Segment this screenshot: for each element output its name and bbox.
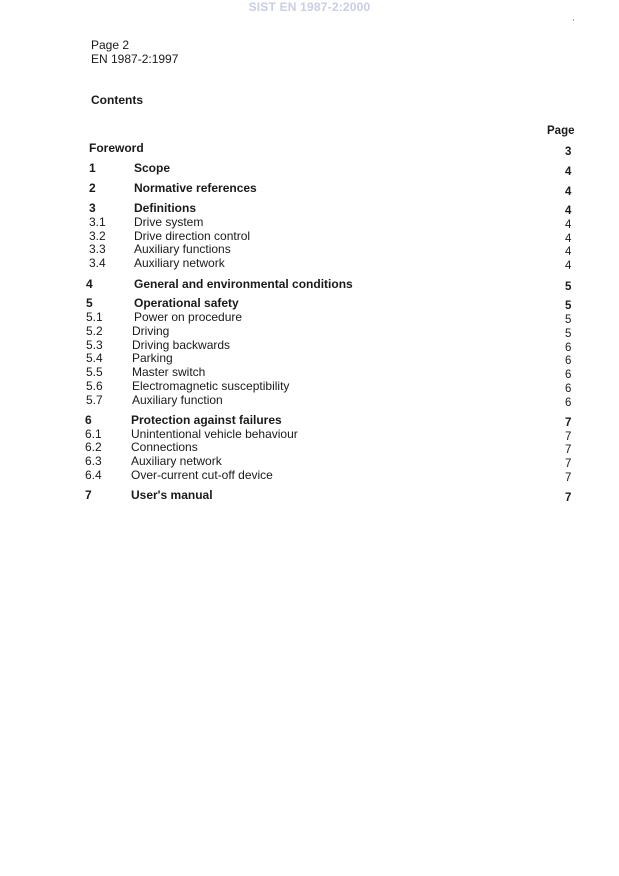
toc-row[interactable] xyxy=(0,201,619,215)
toc-row[interactable] xyxy=(0,215,619,229)
toc-title: Power on procedure xyxy=(134,310,243,324)
toc-page: 5 xyxy=(565,281,572,293)
toc-title: Normative references xyxy=(134,181,257,195)
toc-page: 6 xyxy=(565,397,572,409)
toc-page: 5 xyxy=(565,314,572,326)
toc-page: 6 xyxy=(565,383,572,395)
contents-heading: Contents xyxy=(91,93,143,107)
toc-page: 6 xyxy=(565,342,572,354)
toc-row[interactable] xyxy=(0,229,619,243)
toc-title: Protection against failures xyxy=(131,413,282,427)
toc-row[interactable] xyxy=(0,310,619,324)
toc-row[interactable] xyxy=(0,277,619,291)
toc-row[interactable] xyxy=(0,338,619,352)
toc-title: Auxiliary function xyxy=(132,393,223,407)
toc-row[interactable] xyxy=(0,440,619,454)
toc-page: 6 xyxy=(565,355,572,367)
toc-page: 3 xyxy=(565,146,572,158)
toc-row[interactable] xyxy=(0,379,619,393)
toc-number: 3.3 xyxy=(89,242,106,256)
toc-number: 1 xyxy=(89,161,96,175)
toc-page: 4 xyxy=(565,186,572,198)
toc-row[interactable] xyxy=(0,256,619,270)
page-column-label: Page xyxy=(547,125,575,137)
scan-mark: ' xyxy=(572,18,574,27)
toc-title: Unintentional vehicle behaviour xyxy=(131,427,298,441)
toc-page: 7 xyxy=(565,458,572,470)
toc-number: 3.2 xyxy=(89,229,106,243)
toc-row[interactable] xyxy=(0,454,619,468)
toc-row[interactable] xyxy=(0,242,619,256)
toc-title: Over-current cut-off device xyxy=(131,468,273,482)
toc-row[interactable] xyxy=(0,141,619,158)
toc-number: 2 xyxy=(89,181,96,195)
toc-title: Auxiliary network xyxy=(131,454,222,468)
toc-number: 6.1 xyxy=(85,427,102,441)
toc-page: 5 xyxy=(565,328,572,340)
toc-title: Parking xyxy=(132,351,173,365)
toc-title: General and environmental conditions xyxy=(134,277,353,291)
toc-page: 4 xyxy=(565,219,572,231)
toc-number: 4 xyxy=(86,277,93,291)
toc-number: 7 xyxy=(85,488,92,502)
toc-number: 3.1 xyxy=(89,215,106,229)
toc-row[interactable] xyxy=(0,488,619,502)
watermark: SIST EN 1987-2:2000 xyxy=(248,0,371,14)
toc-row[interactable] xyxy=(0,393,619,407)
toc-title: Driving backwards xyxy=(132,338,231,352)
toc-title: Auxiliary network xyxy=(134,256,225,270)
standard-id: EN 1987-2:1997 xyxy=(91,52,179,66)
toc-title: Scope xyxy=(134,161,171,175)
toc-row[interactable] xyxy=(0,365,619,379)
toc-row[interactable] xyxy=(0,413,619,427)
toc-row[interactable] xyxy=(0,324,619,338)
toc-title: Driving xyxy=(132,324,170,338)
toc-number: 5.4 xyxy=(86,351,103,365)
toc-number: 5.5 xyxy=(86,365,103,379)
toc-number: 5.7 xyxy=(86,393,103,407)
toc-number: 3.4 xyxy=(89,256,106,270)
toc-page: 6 xyxy=(565,369,572,381)
toc-number: 5.1 xyxy=(86,310,103,324)
toc-title: Electromagnetic susceptibility xyxy=(132,379,290,393)
toc-row[interactable] xyxy=(0,468,619,482)
toc-page: 7 xyxy=(565,472,572,484)
page-number: Page 2 xyxy=(91,38,130,52)
toc-number: 5 xyxy=(86,296,93,310)
toc-page: 7 xyxy=(565,444,572,456)
toc-row[interactable] xyxy=(0,351,619,365)
toc-page: 4 xyxy=(565,233,572,245)
toc-row[interactable] xyxy=(0,427,619,441)
toc-page: 5 xyxy=(565,300,572,312)
toc-number: 6 xyxy=(85,413,92,427)
toc-page: 4 xyxy=(565,260,572,272)
toc-title: Drive direction control xyxy=(134,229,251,243)
toc-number: 3 xyxy=(89,201,96,215)
toc-title: Definitions xyxy=(134,201,196,215)
toc-page: 7 xyxy=(565,417,572,429)
toc-number: 5.2 xyxy=(86,324,103,338)
toc-title: Operational safety xyxy=(134,296,239,310)
toc-page: 4 xyxy=(565,166,572,178)
toc-page: 4 xyxy=(565,205,572,217)
toc-number: 6.4 xyxy=(85,468,102,482)
toc-title: Auxiliary functions xyxy=(134,242,231,256)
toc-number: 6.3 xyxy=(85,454,102,468)
toc-title: User's manual xyxy=(131,488,213,502)
toc-row[interactable] xyxy=(0,161,619,178)
toc-number: 5.6 xyxy=(86,379,103,393)
toc-number: 5.3 xyxy=(86,338,103,352)
toc-row[interactable] xyxy=(0,296,619,310)
toc-title: Master switch xyxy=(132,365,206,379)
toc-page: 4 xyxy=(565,246,572,258)
toc-row[interactable] xyxy=(0,181,619,198)
toc-title: Connections xyxy=(131,440,198,454)
toc-title: Drive system xyxy=(134,215,204,229)
toc-page: 7 xyxy=(565,431,572,443)
toc-title: Foreword xyxy=(89,141,144,155)
toc-number: 6.2 xyxy=(85,440,102,454)
toc-page: 7 xyxy=(565,492,572,504)
